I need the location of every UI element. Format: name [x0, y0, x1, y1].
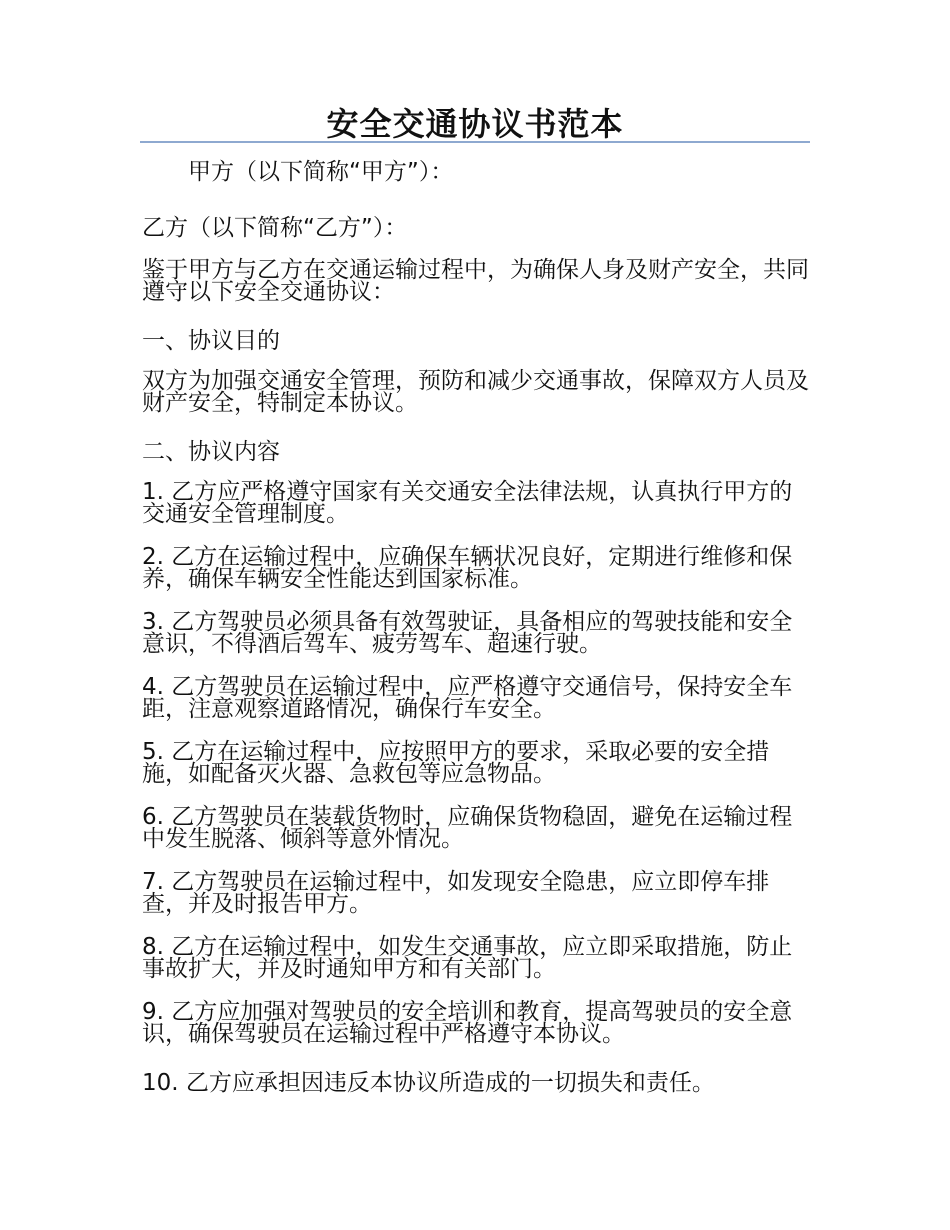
title-underline [140, 100, 810, 143]
clause-6: 6. 乙方驾驶员在装载货物时，应确保货物稳固，避免在运输过程中发生脱落、倾斜等意外情况。 [142, 804, 793, 852]
clause-3: 3. 乙方驾驶员必须具备有效驾驶证，具备相应的驾驶技能和安全意识，不得酒后驾车、疲劳驾车、超速行驶。 [142, 609, 793, 657]
clause-1: 1. 乙方应严格遵守国家有关交通安全法律法规，认真执行甲方的交通安全管理制度。 [142, 479, 793, 527]
clause-9: 9. 乙方应加强对驾驶员的安全培训和教育，提高驾驶员的安全意识，确保驾驶员在运输过程中严格遵守本协议。 [142, 999, 793, 1047]
clause-4: 4. 乙方驾驶员在运输过程中，应严格遵守交通信号，保持安全车距，注意观察道路情况，确保行车安全。 [142, 674, 793, 722]
clause-8: 8. 乙方在运输过程中，如发生交通事故，应立即采取措施，防止事故扩大，并及时通知甲方和有关部门。 [142, 934, 793, 982]
clause-2: 2. 乙方在运输过程中，应确保车辆状况良好，定期进行维修和保养，确保车辆安全性能达到国家标准。 [142, 544, 793, 592]
document-body [142, 155, 814, 1110]
section-1-paragraph: 双方为加强交通安全管理，预防和减少交通事故，保障双方人员及财产安全，特制定本协议。 [142, 368, 809, 416]
party-a-line: 甲方（以下简称“甲方”）： [188, 159, 454, 185]
intro-paragraph: 鉴于甲方与乙方在交通运输过程中，为确保人身及财产安全，共同遵守以下安全交通协议： [142, 257, 809, 305]
clause-5: 5. 乙方在运输过程中，应按照甲方的要求，采取必要的安全措施，如配备灭火器、急救包等应急物品。 [142, 739, 770, 787]
section-1-heading: 一、协议目的 [142, 328, 280, 354]
section-2-heading: 二、协议内容 [142, 439, 280, 465]
clause-10: 10. 乙方应承担因违反本协议所造成的一切损失和责任。 [142, 1070, 715, 1096]
clause-7: 7. 乙方驾驶员在运输过程中，如发现安全隐患，应立即停车排查，并及时报告甲方。 [142, 869, 770, 917]
party-b-line: 乙方（以下简称“乙方”）： [142, 215, 408, 241]
document-title: 安全交通协议书范本 [326, 105, 624, 143]
